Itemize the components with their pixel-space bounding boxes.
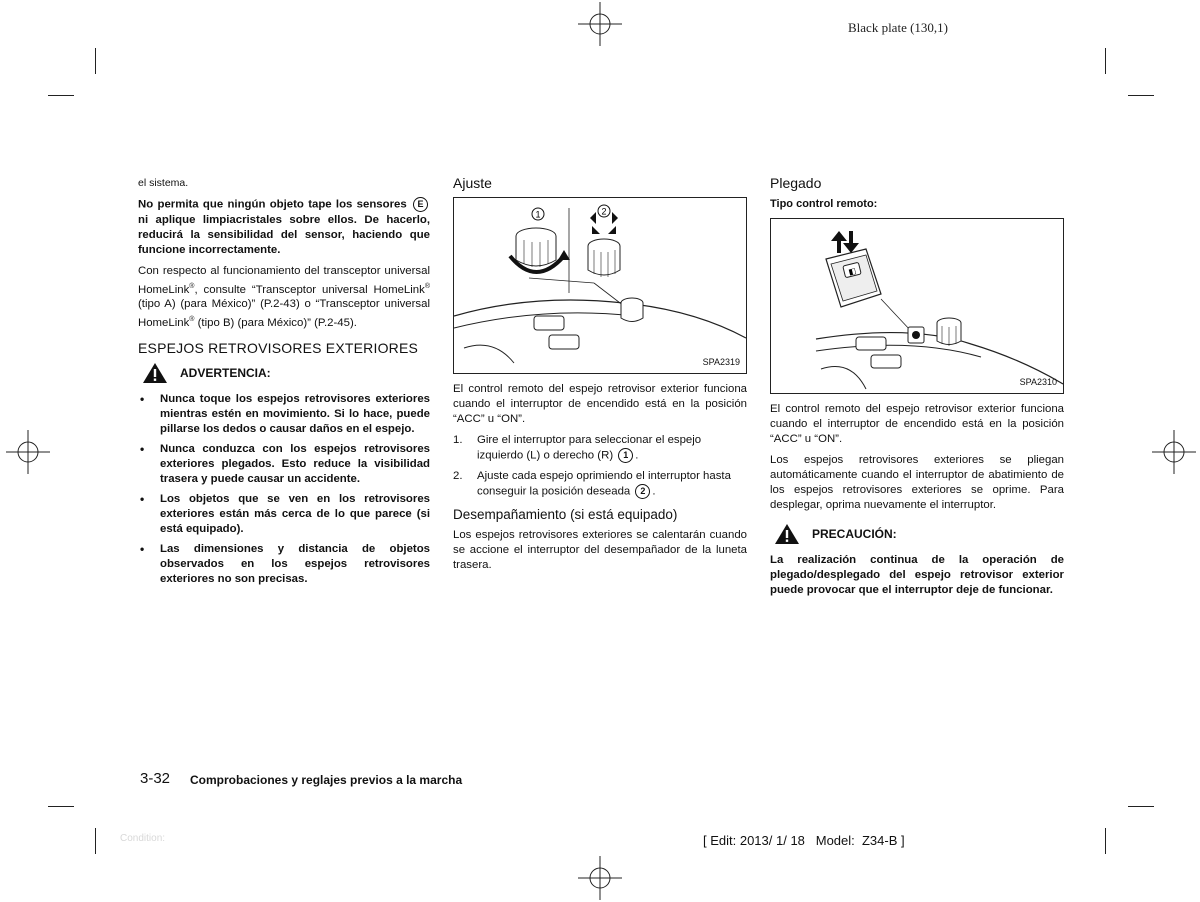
registration-mark-bottom xyxy=(578,856,622,900)
circled-number-icon: 2 xyxy=(635,484,650,499)
fold-paragraph-2: Los espejos retrovisores exteriores se pliegan automáticamente cuando el interruptor de abatimiento de los espejos retrovisores exteriores se oprime. Para desplegar, oprima nuevamente el interruptor. xyxy=(770,454,1064,511)
figure-label-1: 1 xyxy=(535,209,541,220)
caution-label: PRECAUCIÓN: xyxy=(812,526,897,541)
homelink-text-c: (tipo A) (para México)” (P.2-43) o “Transceptor universal HomeLink xyxy=(138,298,430,330)
fold-subtitle: Tipo control remoto: xyxy=(770,198,878,210)
figure-code: SPA2319 xyxy=(702,357,740,367)
page-number: 3-32 xyxy=(140,770,171,787)
fold-paragraph-1: El control remoto del espejo retrovisor exterior funciona cuando el interruptor de encendido está en la posición “ACC” u “ON”. xyxy=(770,403,1064,445)
list-item: • Nunca conduzca con los espejos retrovisores exteriores plegados. Esto reduce la visibilidad trasera y puede causar un accidente. xyxy=(138,442,430,487)
sensor-warning-post: ni aplique limpiacristales sobre ellos. De hacerlo, reducirá la sensibilidad del sensor, haciendo que funcione incorrectamente. xyxy=(138,213,430,256)
registration-mark-top xyxy=(578,2,622,46)
fold-figure xyxy=(770,218,1064,394)
circled-number-icon: 1 xyxy=(618,448,633,463)
crop-mark xyxy=(1128,95,1154,96)
column-2 xyxy=(453,176,747,579)
list-item: • Los objetos que se ven en los retrovisores exteriores están más cerca de lo que parece (si está equipado). xyxy=(138,492,430,537)
edit-info: [ Edit: 2013/ 1/ 18 Model: Z34-B ] xyxy=(703,833,905,848)
step-number: 1. xyxy=(453,434,463,446)
crop-mark xyxy=(48,806,74,807)
mirror-switch-illustration xyxy=(454,198,746,373)
defog-paragraph: Los espejos retrovisores exteriores se calentarán cuando se accione el interruptor del desempañador de la luneta trasera. xyxy=(453,529,747,572)
list-item: • Las dimensiones y distancia de objetos observados en los espejos retrovisores exteriores no son precisas. xyxy=(138,542,430,587)
crop-mark xyxy=(95,828,96,854)
warning-list xyxy=(138,392,430,587)
list-item: 2. Ajuste cada espejo oprimiendo el interruptor hasta conseguir la posición deseada 2 . xyxy=(453,469,731,498)
fold-title: Plegado xyxy=(770,175,822,191)
crop-mark xyxy=(1105,828,1106,854)
sensor-e-icon: E xyxy=(413,197,428,212)
figure-code: SPA2310 xyxy=(1019,377,1057,387)
column-3 xyxy=(770,176,1064,604)
section-title: ESPEJOS RETROVISORES EXTERIORES xyxy=(138,340,419,357)
registered-mark: ® xyxy=(424,282,430,290)
crop-mark xyxy=(48,95,74,96)
registered-mark: ® xyxy=(189,282,195,290)
figure-label-2: 2 xyxy=(601,206,607,217)
column-1 xyxy=(138,176,430,592)
crop-mark xyxy=(1105,48,1106,74)
registration-mark-left xyxy=(6,430,50,474)
adjust-paragraph: El control remoto del espejo retrovisor exterior funciona cuando el interruptor de encendido está en la posición “ACC” u “ON”. xyxy=(453,383,747,425)
homelink-paragraph xyxy=(138,264,430,332)
step-text: Ajuste cada espejo oprimiendo el interruptor hasta conseguir la posición deseada xyxy=(477,469,731,498)
defog-title: Desempañamiento (si está equipado) xyxy=(453,507,678,523)
step-number: 2. xyxy=(453,469,463,482)
warning-label: ADVERTENCIA: xyxy=(180,365,271,380)
sensor-warning-pre: No permita que ningún objeto tape los sensores xyxy=(138,198,407,211)
plate-label: Black plate (130,1) xyxy=(848,20,948,35)
list-item: 1. Gire el interruptor para seleccionar el espejo izquierdo (L) o derecho (R) 1 . xyxy=(453,434,702,462)
caution-text: La realización continua de la operación de plegado/desplegado del espejo retrovisor exterior puede provocar que el interruptor deje de funcionar. xyxy=(770,554,1064,596)
crop-mark xyxy=(95,48,96,74)
warning-triangle-icon xyxy=(142,362,168,384)
step-text: Gire el interruptor para seleccionar el espejo izquierdo (L) o derecho (R) xyxy=(477,434,702,462)
adjust-steps xyxy=(453,433,747,499)
chapter-title: Comprobaciones y reglajes previos a la marcha xyxy=(190,773,463,787)
sensor-warning xyxy=(138,197,430,258)
intro-text: el sistema. xyxy=(138,177,189,189)
warning-header xyxy=(142,362,430,384)
registered-mark: ® xyxy=(189,316,195,324)
adjust-title: Ajuste xyxy=(453,175,492,191)
homelink-text-d: (tipo B) (para México)” (P.2-45). xyxy=(194,317,357,330)
registration-mark-right xyxy=(1152,430,1196,474)
adjust-figure xyxy=(453,197,747,374)
warning-triangle-icon xyxy=(774,523,800,545)
list-item: • Nunca toque los espejos retrovisores exteriores mientras estén en movimiento. Si lo hace, puede pillarse los dedos o causar daños en el espejo. xyxy=(138,392,430,437)
homelink-text-b: , consulte “Transceptor universal HomeLink xyxy=(194,283,425,296)
crop-mark xyxy=(1128,806,1154,807)
caution-header xyxy=(774,523,1064,545)
svg-text:◧: ◧ xyxy=(847,266,858,277)
mirror-fold-switch-illustration xyxy=(771,219,1063,393)
homelink-text-a: Con respecto al funcionamiento del transceptor universal HomeLink xyxy=(138,264,430,296)
condition-label: Condition: xyxy=(120,833,166,844)
